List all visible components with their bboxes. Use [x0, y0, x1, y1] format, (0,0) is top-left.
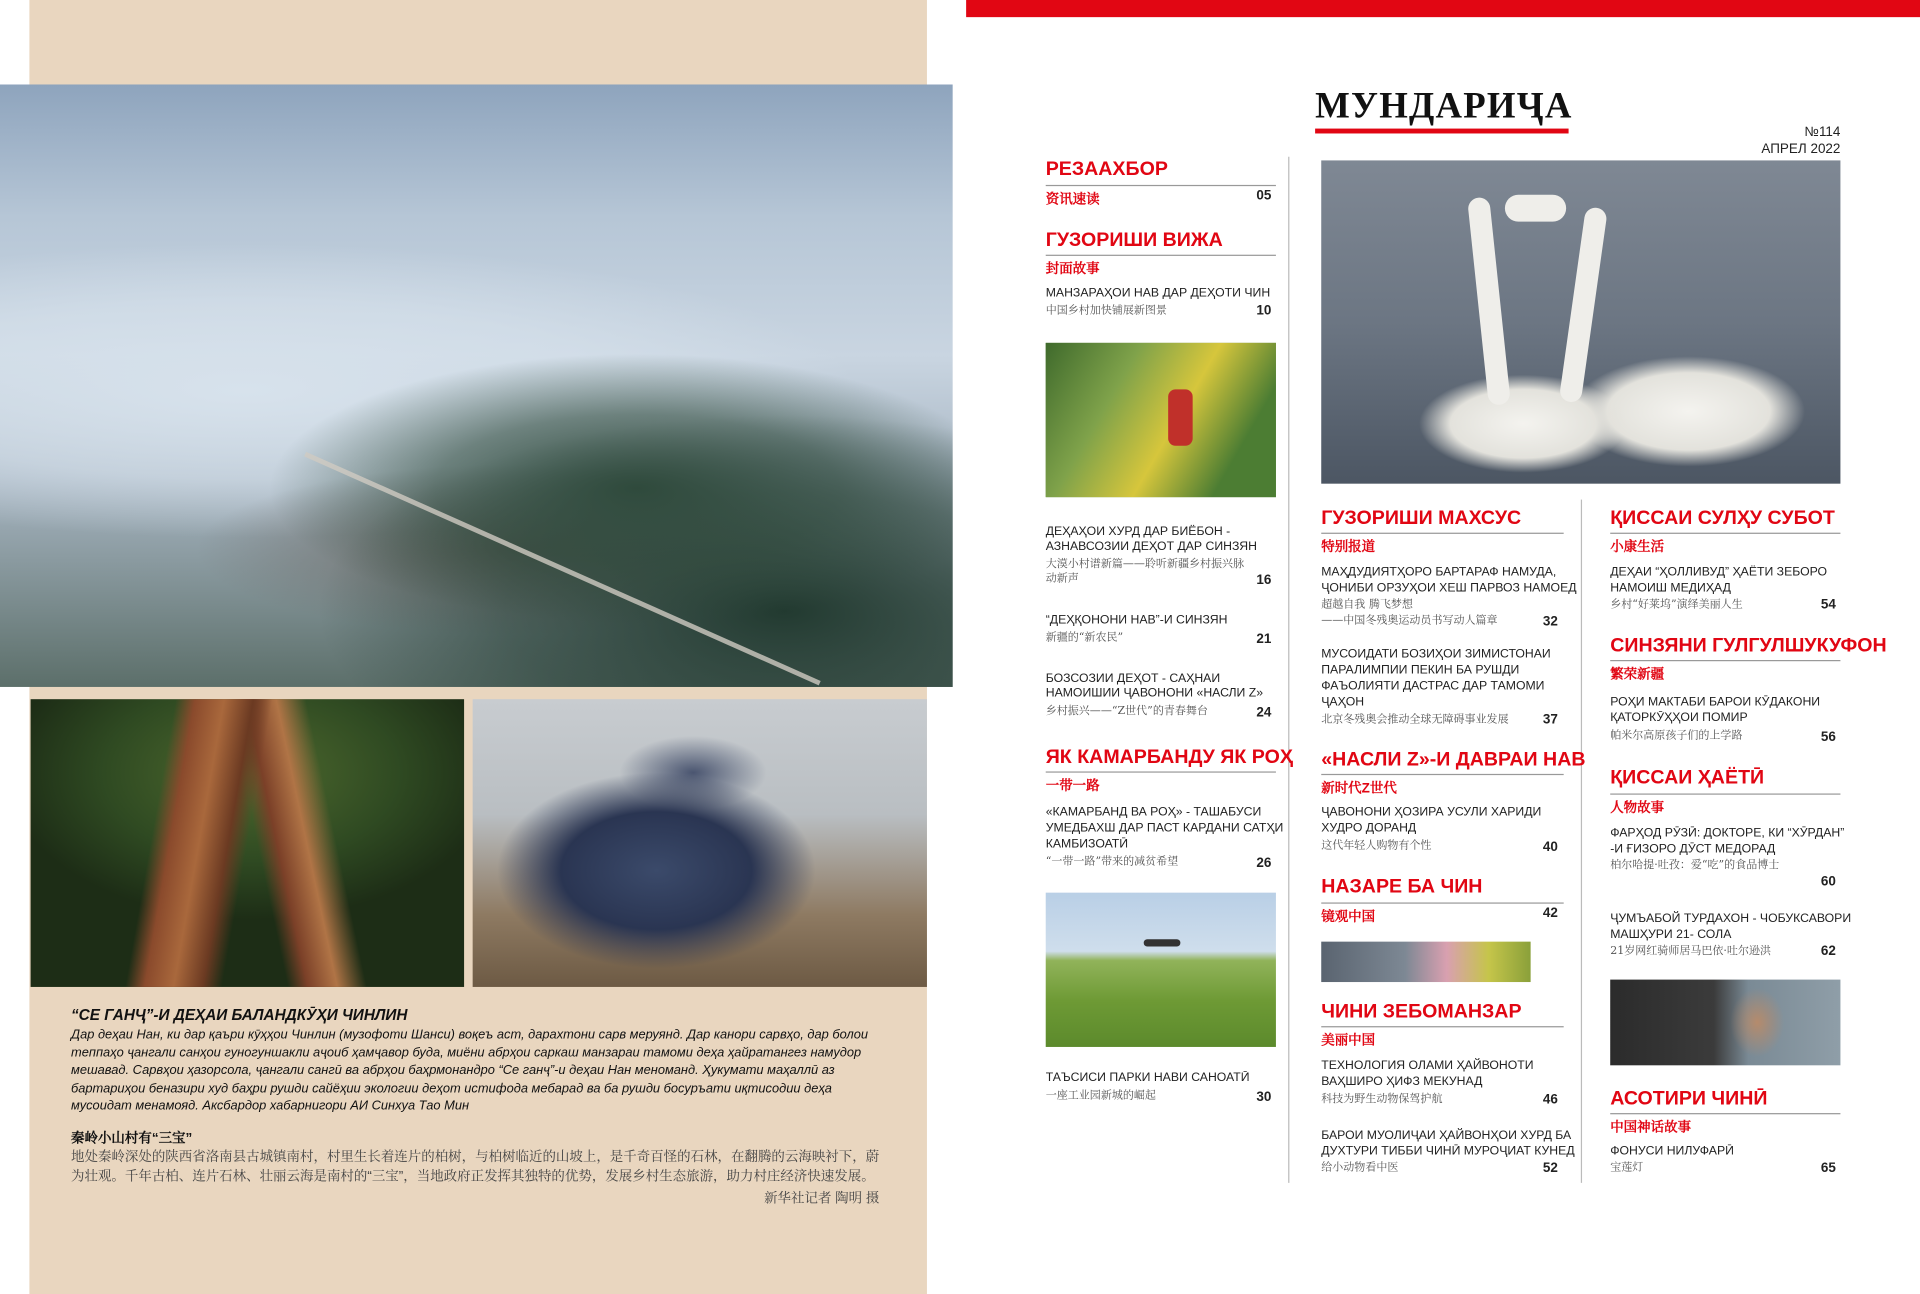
section-zh: 一带一路 [1045, 778, 1100, 794]
photo-greenhouse [1046, 343, 1276, 497]
page-number: 32 [1542, 614, 1558, 630]
column-divider [1288, 157, 1289, 1183]
section-rule [1321, 1026, 1563, 1027]
toc-item-title[interactable]: УМЕДБАХШ ДАР ПАСТ КАРДАНИ САТҲИ [1045, 821, 1284, 836]
section-zh: 特别报道 [1321, 540, 1376, 555]
toc-item-title[interactable]: ФАРҲОД РӮЗӢ: ДОКТОРЕ, КИ “ХӮРДАН” [1610, 826, 1845, 841]
page-number: 30 [1256, 1089, 1272, 1105]
toc-item-zh: 科技为野生动物保驾护航 [1321, 1093, 1443, 1106]
toc-item-title[interactable]: МУСОИДАТИ БОЗИҲОИ ЗИМИСТОНАИ [1321, 647, 1551, 662]
toc-item-zh: 大漠小村谱新篇——聆听新疆乡村振兴脉 [1045, 558, 1245, 571]
caption-zh-title: 秦岭小山村有“三宝” [71, 1131, 193, 1147]
toc-item-title[interactable]: ПАРАЛИМПИИ ПЕКИН БА РУШДИ [1321, 663, 1520, 678]
toc-item-title[interactable]: ФАЪОЛИЯТИ ДАСТРАС ДАР ТАМОМИ [1321, 679, 1545, 694]
section-rule [1610, 1113, 1840, 1114]
section-zh: 小康生活 [1610, 540, 1665, 555]
section-zh: 封面故事 [1045, 262, 1100, 277]
section-rule [1046, 771, 1276, 772]
page-number: 65 [1820, 1160, 1836, 1176]
section-rule [1046, 255, 1276, 256]
page-number: 24 [1256, 705, 1272, 721]
toc-item-title[interactable]: МАҲДУДИЯТҲОРО БАРТАРАФ НАМУДА, [1321, 565, 1557, 580]
toc-item-zh: 新疆的“新农民” [1045, 631, 1124, 645]
caption-title: “СЕ ГАНҶ”-И ДЕҲАИ БАЛАНДКӮҲИ ЧИНЛИН [71, 1006, 408, 1024]
section-rule [1321, 774, 1563, 775]
page-number: 46 [1542, 1092, 1558, 1107]
top-accent-bar [966, 0, 1920, 17]
page-number: 26 [1256, 855, 1272, 871]
photo-jockey-horse [1610, 980, 1840, 1066]
section-title[interactable]: ГУЗОРИШИ МАХСУС [1321, 508, 1522, 529]
toc-item-zh: 21岁网红骑师居马巴依·吐尔逊洪 [1610, 945, 1772, 958]
toc-item-zh: 柏尔哈提·吐孜：爱“吃”的食品博士 [1610, 859, 1780, 872]
toc-item-title[interactable]: -И ҒИЗОРО ДӮСТ МЕДОРАД [1610, 842, 1776, 856]
toc-item-title[interactable]: ДЕҲАҲОИ ХУРД ДАР БИЁБОН - [1045, 525, 1231, 539]
page-title: МУНДАРИҶА [1315, 85, 1573, 127]
page-number: 16 [1256, 573, 1272, 588]
section-title[interactable]: РЕЗААХБОР [1045, 159, 1168, 181]
toc-item-title[interactable]: ТАЪСИСИ ПАРКИ НАВИ САНОАТӢ [1045, 1071, 1250, 1085]
toc-item-zh: 北京冬残奥会推动全球无障碍事业发展 [1321, 713, 1509, 727]
toc-item-title[interactable]: ФОНУСИ НИЛУФАРӢ [1610, 1144, 1734, 1159]
photo-cypress-tree [31, 699, 464, 987]
toc-item-title[interactable]: ДЕҲАИ “ҲОЛЛИВУД” ҲАЁТИ ЗЕБОРО [1610, 565, 1828, 580]
toc-item-title[interactable]: ДУХТУРИ ТИББИ ЧИНӢ МУРОҶИАТ КУНЕД [1321, 1144, 1575, 1159]
toc-item-title[interactable]: ҶУМЪАБОЙ ТУРДАХОН - ЧОБУКСАВОРИ [1610, 912, 1852, 926]
toc-item-title[interactable]: “ДЕҲҚОНОНИ НАВ”-И СИНЗЯН [1045, 613, 1228, 627]
toc-item-title[interactable]: ХУДРО ДОРАНД [1321, 821, 1417, 836]
section-title[interactable]: ЯК КАМАРБАНДУ ЯК РОҲ [1045, 746, 1293, 768]
toc-item-zh: 帕米尔高原孩子们的上学路 [1610, 729, 1743, 743]
section-zh: 新时代Z世代 [1321, 781, 1397, 796]
photo-foggy-village [0, 84, 953, 686]
toc-item-title[interactable]: ВАҲШИРО ҲИФЗ МЕКУНАД [1321, 1075, 1483, 1089]
photo-stone-forest [473, 699, 927, 987]
toc-item-zh: “一带一路”带来的减贫希望 [1045, 855, 1179, 869]
column-divider [1581, 500, 1582, 1183]
toc-item-title[interactable]: БОЗСОЗИИ ДЕҲОТ - САҲНАИ [1045, 672, 1221, 686]
title-underline [1315, 129, 1568, 134]
page-number: 52 [1542, 1160, 1558, 1176]
caption-zh-body: 地处秦岭深处的陕西省洛南县古城镇南村，村里生长着连片的柏树，与柏树临近的山坡上，是千奇百怪的石林，在翻腾的云海映衬下，蔚为壮观。千年古柏、连片石林、壮丽云海是南村的“三宝”，当地政府正发挥其独特的优势，发展乡村生态旅游，助力村庄经济快速发展。 [71, 1149, 880, 1185]
section-zh: 人物故事 [1610, 800, 1665, 816]
section-rule [1321, 533, 1563, 534]
section-title[interactable]: ҚИССАИ ҲАЁТӢ [1610, 767, 1765, 789]
section-zh: 资讯速读 [1045, 192, 1100, 207]
toc-item-title[interactable]: РОҲИ МАКТАБИ БАРОИ КӮДАКОНИ [1610, 695, 1821, 709]
toc-item-title[interactable]: НАМОИШ МЕДИҲАД [1610, 581, 1731, 596]
issue-number: №114 [1804, 124, 1841, 140]
toc-item-zh: 乡村“好莱坞”演绎美丽人生 [1610, 598, 1743, 612]
toc-item-zh: 一座工业园新城的崛起 [1045, 1089, 1156, 1103]
toc-item-zh: 乡村振兴——“Z世代”的青春舞台 [1045, 705, 1208, 718]
toc-item-title[interactable]: ҶАҲОН [1321, 695, 1365, 709]
section-zh: 镜观中国 [1321, 909, 1376, 925]
toc-item-zh: 中国乡村加快铺展新图景 [1045, 304, 1167, 318]
toc-item-zh: ——中国冬残奥运动员书写动人篇章 [1321, 614, 1498, 627]
page-number: 37 [1542, 712, 1558, 728]
toc-item-title[interactable]: ҶОНИБИ ОРЗУҲОИ ХЕШ ПАРВОЗ НАМОЕД [1321, 581, 1577, 596]
toc-item-zh: 超越自我 腾飞梦想 [1321, 598, 1413, 612]
page-number: 42 [1542, 906, 1558, 921]
toc-item-title[interactable]: КАМБИЗОАТӢ [1045, 837, 1129, 852]
section-title[interactable]: ЧИНИ ЗЕБОМАНЗАР [1321, 1001, 1522, 1023]
toc-item-title[interactable]: ҶАВОНОНИ ҲОЗИРА УСУЛИ ХАРИДИ [1321, 805, 1542, 820]
section-rule [1046, 185, 1276, 186]
toc-item-title[interactable]: ҚАТОРКӮҲҲОИ ПОМИР [1610, 711, 1748, 725]
page-number: 21 [1256, 631, 1272, 647]
photo-blossom-landscape [1321, 942, 1530, 982]
page-number: 40 [1542, 840, 1558, 855]
toc-item-zh: 给小动物看中医 [1321, 1162, 1399, 1175]
section-rule [1610, 793, 1840, 794]
page-number: 60 [1820, 874, 1836, 889]
section-zh: 中国神话故事 [1610, 1120, 1692, 1136]
page-number: 62 [1820, 944, 1836, 959]
section-title[interactable]: СИНЗЯНИ ГУЛГУЛШУКУФОН [1610, 635, 1887, 657]
section-title[interactable]: НАЗАРЕ БА ЧИН [1321, 876, 1483, 898]
photo-swans [1321, 160, 1840, 483]
section-rule [1610, 533, 1840, 534]
photo-drone-field [1046, 893, 1276, 1047]
section-title[interactable]: «НАСЛИ Z»-И ДАВРАИ НАВ [1321, 749, 1586, 771]
toc-item-title[interactable]: БАРОИ МУОЛИҶАИ ҲАЙВОНҲОИ ХУРД БА [1321, 1128, 1572, 1143]
page-number: 54 [1820, 597, 1836, 613]
section-title[interactable]: ҚИССАИ СУЛҲУ СУБОТ [1610, 508, 1835, 529]
toc-item-zh: 动新声 [1045, 573, 1079, 586]
toc-item-zh: 宝莲灯 [1610, 1162, 1644, 1175]
page-number: 05 [1256, 188, 1272, 204]
section-rule [1321, 902, 1563, 903]
page-number: 56 [1820, 729, 1836, 745]
toc-item-title[interactable]: ТЕХНОЛОГИЯ ОЛАМИ ҲАЙВОНОТИ [1321, 1059, 1534, 1073]
issue-date: АПРЕЛ 2022 [1761, 142, 1841, 157]
caption-zh-credit: 新华社记者 陶明 摄 [764, 1191, 880, 1207]
section-rule [1610, 660, 1840, 661]
section-title[interactable]: АСОТИРИ ЧИНӢ [1610, 1088, 1768, 1110]
toc-item-zh: 这代年轻人购物有个性 [1321, 840, 1432, 853]
toc-item-title[interactable]: НАМОИШИИ ҶАВОНОНИ «НАСЛИ Z» [1045, 686, 1264, 701]
toc-item-title[interactable]: МАНЗАРАҲОИ НАВ ДАР ДЕҲОТИ ЧИН [1045, 286, 1271, 301]
toc-item-title[interactable]: «КАМАРБАНД ВА РОҲ» - ТАШАБУСИ [1045, 805, 1262, 820]
page-number: 10 [1256, 303, 1272, 319]
toc-item-title[interactable]: МАШҲУРИ 21- СОЛА [1610, 928, 1732, 942]
toc-item-title[interactable]: АЗНАВСОЗИИ ДЕҲОТ ДАР СИНЗЯН [1045, 540, 1257, 554]
caption-body: Дар деҳаи Нан, ки дар қаъри кӯҳҳои Чинлин (музофоти Шанси) воқеъ аст, дарахтони сарв меруянд. Дар канори сарвҳо, дар болои теппаҳо ҷангали санҳои гуногуншакли аҷоиб ҳамҷавор буда, миёни абрҳои саркаш манзараи тамоми деҳа ҳайратангез намудор мешавад. Сарвҳои ҳазорсола, ҷангали сангӣ ва абрҳои баҳрмонандро “Се ганҷ”-и деҳаи Нан меноманд. Ҳукумати маҳаллӣ аз бартариҳои беназири худ баҳри рушди сайёҳии экологии деҳот истифода мебарад ва ба рушди босуръати иқтисодии деҳа мусоидат менамояд. Аксбардор хабарнигори АИ Синхуа Тао Мин [71, 1027, 869, 1114]
section-title[interactable]: ГУЗОРИШИ ВИЖА [1045, 230, 1223, 252]
section-zh: 美丽中国 [1321, 1033, 1376, 1049]
section-zh: 繁荣新疆 [1610, 667, 1665, 683]
